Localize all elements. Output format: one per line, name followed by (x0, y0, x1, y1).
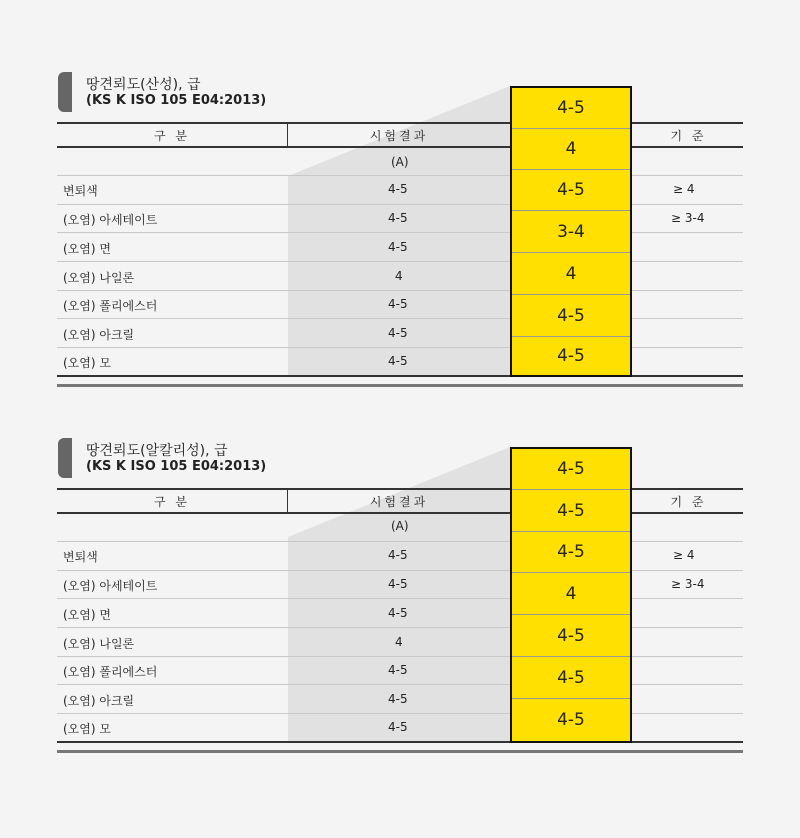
row-standard: ≥ 3-4 (671, 211, 705, 225)
row-label: (오염) 아크릴 (63, 694, 135, 708)
row-standard: ≥ 4 (673, 548, 695, 562)
highlight-value: 4 (512, 128, 630, 170)
row-label: (오염) 폴리에스터 (63, 665, 158, 679)
row-label: (오염) 아크릴 (63, 328, 135, 342)
row-value: 4-5 (388, 606, 408, 620)
highlight-value: 4-5 (512, 169, 630, 211)
row-label: (오염) 모 (63, 356, 111, 370)
highlight-value: 4-5 (557, 98, 585, 118)
row-label: 변퇴색 (63, 184, 98, 198)
row-label: (오염) 나일론 (63, 637, 135, 651)
header-result: 시험결과 (369, 495, 429, 509)
highlight-value: 4 (512, 572, 630, 615)
header-result: 시험결과 (369, 129, 429, 143)
title-marker (58, 72, 72, 112)
sample-label: (A) (391, 519, 409, 533)
row-value: 4-5 (388, 354, 408, 368)
row-standard: ≥ 3-4 (671, 577, 705, 591)
highlight-value: 4-5 (557, 459, 585, 479)
row-value: 4-5 (388, 720, 408, 734)
highlight-value: 4-5 (512, 336, 630, 376)
row-value: 4-5 (388, 240, 408, 254)
row-value: 4-5 (388, 182, 408, 196)
row-label: 변퇴색 (63, 550, 98, 564)
header-standard: 기 준 (670, 129, 707, 143)
highlight-value: 3-4 (512, 210, 630, 253)
highlight-column (510, 447, 632, 743)
highlight-value: 4-5 (512, 531, 630, 573)
row-label: (오염) 면 (63, 608, 111, 622)
row-value: 4-5 (388, 692, 408, 706)
highlight-value: 4 (512, 252, 630, 295)
highlight-value: 4-5 (512, 656, 630, 699)
row-value: 4-5 (388, 577, 408, 591)
row-value: 4-5 (388, 548, 408, 562)
row-value: 4-5 (388, 211, 408, 225)
highlight-column (510, 86, 632, 377)
row-value: 4 (395, 269, 403, 283)
table-title: 땅견뢰도(알칼리성), 급 (86, 443, 228, 459)
header-standard: 기 준 (670, 495, 707, 509)
row-value: 4-5 (388, 297, 408, 311)
highlight-value: 4-5 (512, 489, 630, 532)
highlight-value: 4-5 (512, 294, 630, 337)
table-title: 땅견뢰도(산성), 급 (86, 77, 201, 93)
row-label: (오염) 아세테이트 (63, 213, 158, 227)
row-standard: ≥ 4 (673, 182, 695, 196)
highlight-value: 4-5 (512, 614, 630, 657)
row-label: (오염) 면 (63, 242, 111, 256)
table-subtitle: (KS K ISO 105 E04:2013) (86, 459, 267, 474)
row-value: 4-5 (388, 663, 408, 677)
highlight-value: 4-5 (512, 698, 630, 742)
row-label: (오염) 나일론 (63, 271, 135, 285)
table-subtitle: (KS K ISO 105 E04:2013) (86, 93, 267, 108)
header-category: 구 분 (154, 495, 190, 509)
title-marker (58, 438, 72, 478)
row-label: (오염) 아세테이트 (63, 579, 158, 593)
header-category: 구 분 (154, 129, 190, 143)
row-label: (오염) 모 (63, 722, 111, 736)
sample-label: (A) (391, 155, 409, 169)
row-value: 4-5 (388, 326, 408, 340)
row-label: (오염) 폴리에스터 (63, 299, 158, 313)
row-value: 4 (395, 635, 403, 649)
